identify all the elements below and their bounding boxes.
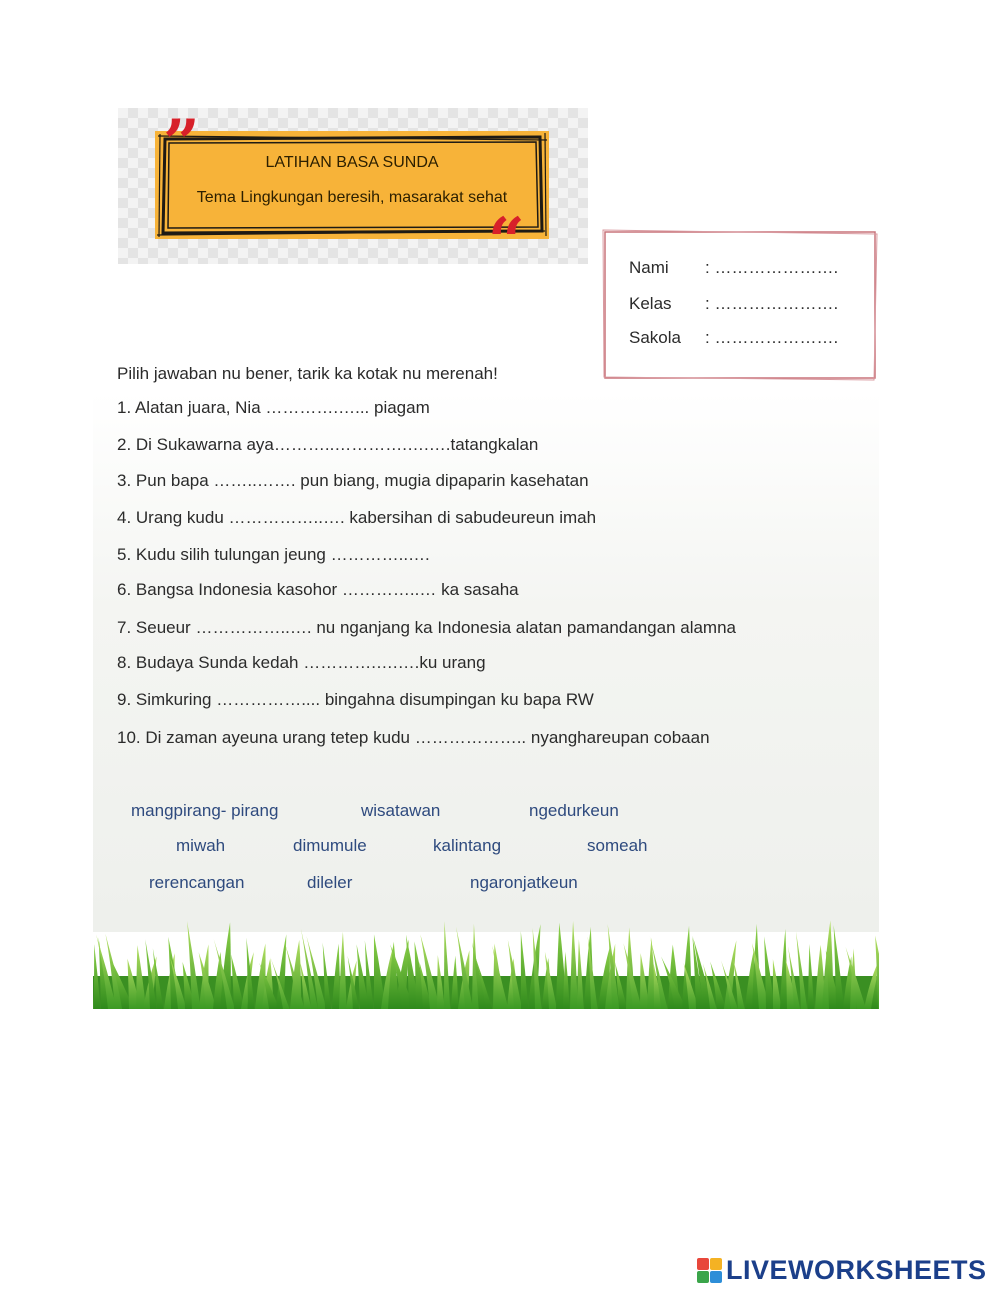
question-8: 8. Budaya Sunda kedah ………….….….ku urang xyxy=(117,653,486,672)
grass-decoration xyxy=(93,916,879,1009)
question-2: 2. Di Sukawarna aya………..………….….….tatangkalan xyxy=(117,435,539,454)
answer-option[interactable]: dileler xyxy=(307,873,353,892)
answer-option[interactable]: rerencangan xyxy=(149,873,245,892)
question-4: 4. Urang kudu ……………..…. kabersihan di sabudeureun imah xyxy=(117,508,597,527)
answer-option[interactable]: ngaronjatkeun xyxy=(470,873,578,892)
logo-square-i xyxy=(710,1258,722,1270)
liveworksheets-logo[interactable] xyxy=(697,1256,987,1284)
question-10: 10. Di zaman ayeuna urang tetep kudu ……………….. nyanghareupan cobaan xyxy=(117,728,710,747)
school-label: Sakola xyxy=(629,328,681,347)
answer-option[interactable]: wisatawan xyxy=(361,801,441,820)
question-7: 7. Seueur ……………..…. nu nganjang ka Indonesia alatan pamandangan alamna xyxy=(117,618,737,637)
close-quote-icon: “ xyxy=(488,204,525,279)
worksheet-theme: Tema Lingkungan beresih, masarakat sehat xyxy=(196,189,508,206)
question-9: 9. Simkuring …………….... bingahna disumpingan ku bapa RW xyxy=(117,690,594,709)
grass-blade xyxy=(577,939,584,1009)
open-quote-icon: ” xyxy=(163,106,200,181)
grass-blade xyxy=(339,932,347,1009)
logo-square-e xyxy=(710,1271,722,1283)
name-value: : …………………. xyxy=(705,258,839,277)
name-field[interactable] xyxy=(629,258,838,278)
question-6: 6. Bangsa Indonesia kasohor …………..… ka sasaha xyxy=(117,580,519,599)
grass-blade xyxy=(521,931,529,1009)
answer-option[interactable]: miwah xyxy=(176,836,226,855)
answer-option[interactable]: someah xyxy=(587,836,648,855)
question-3: 3. Pun bapa ……..……. pun biang, mugia dipaparin kasehatan xyxy=(117,471,589,490)
class-value: : …………………. xyxy=(705,294,839,313)
logo-icon xyxy=(697,1258,722,1283)
class-label: Kelas xyxy=(629,294,672,313)
logo-square-v xyxy=(697,1271,709,1283)
answer-option[interactable]: kalintang xyxy=(433,836,502,855)
worksheet-title: LATIHAN BASA SUNDA xyxy=(265,154,439,171)
logo-square-l xyxy=(697,1258,709,1270)
answer-option[interactable]: ngedurkeun xyxy=(529,801,619,820)
school-field[interactable] xyxy=(629,328,838,348)
logo-text: LIVEWORKSHEETS xyxy=(726,1254,987,1285)
answer-option[interactable]: mangpirang- pirang xyxy=(131,801,279,820)
grass-blade xyxy=(570,921,578,1009)
grass-blade xyxy=(444,921,450,1009)
answer-option[interactable]: dimumule xyxy=(293,836,367,855)
class-field[interactable] xyxy=(629,294,838,314)
question-1: 1. Alatan juara, Nia ………….…... piagam xyxy=(117,398,430,417)
name-label: Nami xyxy=(629,258,669,277)
question-5: 5. Kudu silih tulungan jeung …………..…. xyxy=(117,545,430,564)
school-value: : …………………. xyxy=(705,328,839,347)
instruction-text: Pilih jawaban nu bener, tarik ka kotak nu merenah! xyxy=(117,364,498,383)
